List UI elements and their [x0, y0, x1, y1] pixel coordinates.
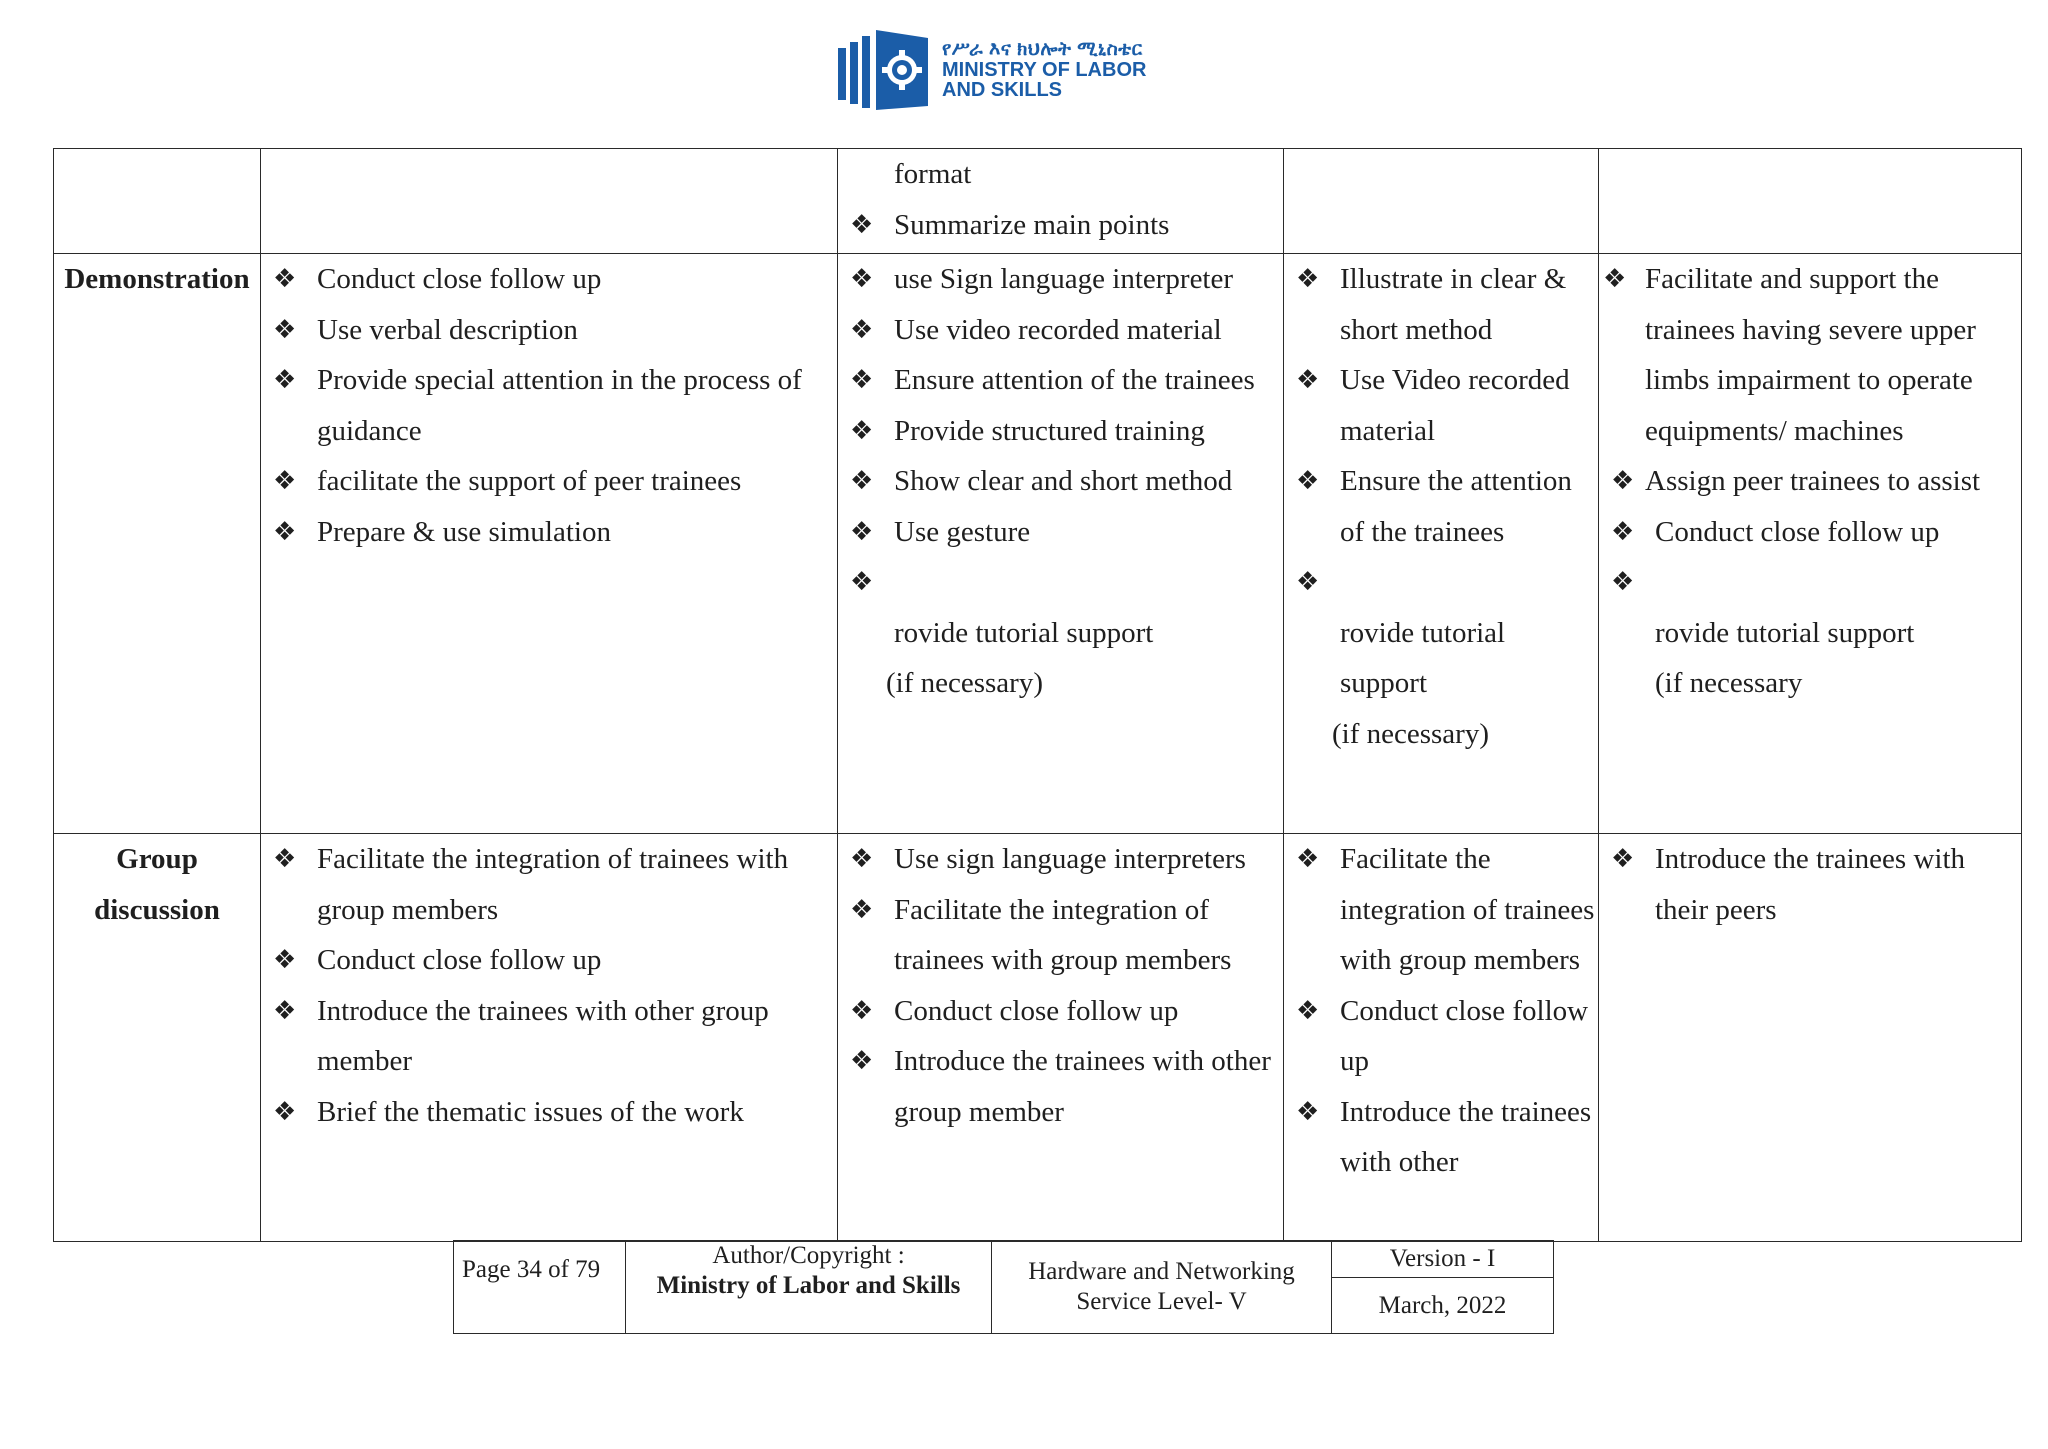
diamond-bullet-icon: ❖: [273, 314, 297, 345]
diamond-bullet-icon: ❖: [850, 1046, 874, 1076]
author-label: Author/Copyright :: [712, 1242, 905, 1269]
list-item: rovide tutorial support: [1655, 616, 1915, 649]
list-item: ❖ Conduct close follow up: [838, 986, 1283, 1037]
list-item: ❖ Conduct close follow up: [1599, 507, 2021, 558]
col1-cell: [261, 834, 838, 1242]
diamond-bullet-icon: ❖: [850, 844, 874, 874]
page-footer: [453, 1240, 1554, 1334]
diamond-bullet-icon: ❖: [850, 516, 874, 547]
logo-amharic-name: የሥራ እና ክህሎት ሚኒስቴር: [942, 39, 1143, 60]
diamond-bullet-icon: ❖: [1296, 365, 1320, 395]
diamond-bullet-icon: ❖: [273, 945, 297, 975]
diamond-bullet-icon: ❖: [1296, 567, 1320, 597]
list-item: ❖ Illustrate in clear & short method: [1284, 254, 1598, 355]
method-cell-group-discussion: Group discussion: [54, 834, 261, 1242]
diamond-bullet-icon: ❖: [850, 466, 874, 496]
list-item: ❖ Introduce the trainees with other group member: [261, 986, 837, 1087]
list-item: ❖ Provide structured training: [838, 406, 1283, 457]
col4-cell: [1599, 834, 2022, 1242]
course-title: Hardware and Networking: [1028, 1258, 1295, 1285]
diamond-bullet-icon: ❖: [1611, 844, 1635, 874]
list-item: ❖ Conduct close follow up: [261, 254, 837, 305]
list-item: rovide tutorial support: [1340, 616, 1506, 699]
list-item: rovide tutorial support: [894, 616, 1154, 649]
support-methods-table: [53, 148, 2022, 1242]
list-item: ❖ Ensure the attention of the trainees: [1284, 456, 1598, 557]
diamond-bullet-icon: ❖: [850, 995, 874, 1026]
diamond-bullet-icon: ❖: [1611, 567, 1635, 597]
list-item: ❖ Conduct close follow up: [261, 935, 837, 986]
list-item: ❖ Use gesture: [838, 507, 1283, 558]
table-row: [54, 834, 2022, 1242]
list-item: [1599, 557, 2021, 608]
ministry-logo: [838, 28, 1178, 112]
diamond-bullet-icon: ❖: [1296, 995, 1320, 1026]
col1-cell: [261, 149, 838, 254]
page-number: Page 34 of 79: [454, 1241, 626, 1334]
col1-cell: [261, 254, 838, 834]
diamond-bullet-icon: ❖: [1296, 264, 1320, 294]
list-item: ❖ Conduct close follow up: [1284, 986, 1598, 1087]
list-item: ❖ Facilitate and support the trainees having severe upper limbs impairment to operate equipments/ machines: [1599, 254, 2021, 456]
diamond-bullet-icon: ❖: [1296, 844, 1320, 874]
diamond-bullet-icon: ❖: [1611, 466, 1635, 496]
col2-cell: [838, 254, 1284, 834]
list-item: ❖ Facilitate the integration of trainees with group members: [261, 834, 837, 935]
footer-course: [992, 1241, 1332, 1334]
diamond-bullet-icon: ❖: [850, 264, 874, 294]
diamond-bullet-icon: ❖: [273, 1096, 297, 1127]
list-item: ❖ Facilitate the integration of trainees with group members: [838, 885, 1283, 986]
table-row: [54, 254, 2022, 834]
list-item: ❖ Introduce the trainees with other group member: [838, 1036, 1283, 1137]
list-item: (if necessary: [1655, 667, 1803, 699]
list-item: ❖ Use video recorded material: [838, 305, 1283, 356]
diamond-bullet-icon: ❖: [273, 365, 297, 395]
diamond-bullet-icon: ❖: [850, 314, 874, 345]
diamond-bullet-icon: ❖: [273, 466, 297, 496]
diamond-bullet-icon: ❖: [273, 516, 297, 547]
diamond-bullet-icon: ❖: [1296, 466, 1320, 496]
list-item: ❖ Prepare & use simulation: [261, 507, 837, 558]
list-item: ❖ Facilitate the integration of trainees with group members: [1284, 834, 1598, 986]
logo-english-line-1: MINISTRY OF LABOR: [942, 59, 1147, 81]
diamond-bullet-icon: ❖: [850, 209, 874, 240]
list-item: ❖ Use sign language interpreters: [838, 834, 1283, 885]
table-row: [54, 149, 2022, 254]
list-item: ❖ facilitate the support of peer trainees: [261, 456, 837, 507]
diamond-bullet-icon: ❖: [1603, 264, 1627, 294]
method-cell: [54, 149, 261, 254]
list-item: ❖ use Sign language interpreter: [838, 254, 1283, 305]
col3-cell: [1284, 254, 1599, 834]
col4-cell: [1599, 149, 2022, 254]
col2-cell: [838, 149, 1284, 254]
footer-version: Version - I: [1332, 1241, 1554, 1278]
diamond-bullet-icon: ❖: [850, 365, 874, 395]
diamond-bullet-icon: ❖: [273, 264, 297, 294]
list-item: [1284, 557, 1598, 608]
list-item: ❖ Introduce the trainees with their peers: [1599, 834, 2021, 935]
diamond-bullet-icon: ❖: [850, 415, 874, 446]
diamond-bullet-icon: ❖: [273, 995, 297, 1026]
logo-english-line-2: AND SKILLS: [942, 79, 1062, 101]
course-level: Service Level- V: [1076, 1288, 1247, 1315]
footer-author: [626, 1241, 992, 1334]
list-item: ❖ Use Video recorded material: [1284, 355, 1598, 456]
diamond-bullet-icon: ❖: [1611, 516, 1635, 547]
list-item: ❖ Brief the thematic issues of the work: [261, 1087, 837, 1138]
col4-cell: [1599, 254, 2022, 834]
list-item: (if necessary): [1332, 717, 1489, 750]
list-item: ❖ Show clear and short method: [838, 456, 1283, 507]
col3-cell: [1284, 149, 1599, 254]
list-item: ❖ Summarize main points: [838, 200, 1283, 251]
list-item: ❖ Use verbal description: [261, 305, 837, 356]
footer-date: March, 2022: [1332, 1278, 1554, 1334]
list-item: format: [894, 158, 972, 190]
author-name: Ministry of Labor and Skills: [656, 1272, 961, 1299]
diamond-bullet-icon: ❖: [850, 894, 874, 925]
method-cell-demonstration: Demonstration: [54, 254, 261, 834]
diamond-bullet-icon: ❖: [273, 844, 297, 874]
list-item: [838, 557, 1283, 608]
list-item: ❖ Ensure attention of the trainees: [838, 355, 1283, 406]
diamond-bullet-icon: ❖: [1296, 1096, 1320, 1127]
diamond-bullet-icon: ❖: [850, 567, 874, 597]
list-item: ❖ Assign peer trainees to assist: [1599, 456, 2021, 507]
list-item: ❖ Provide special attention in the process of guidance: [261, 355, 837, 456]
col3-cell: [1284, 834, 1599, 1242]
ministry-emblem-icon: [838, 28, 930, 112]
list-item: ❖ Introduce the trainees with other: [1284, 1087, 1598, 1188]
list-item: (if necessary): [886, 667, 1043, 699]
col2-cell: [838, 834, 1284, 1242]
